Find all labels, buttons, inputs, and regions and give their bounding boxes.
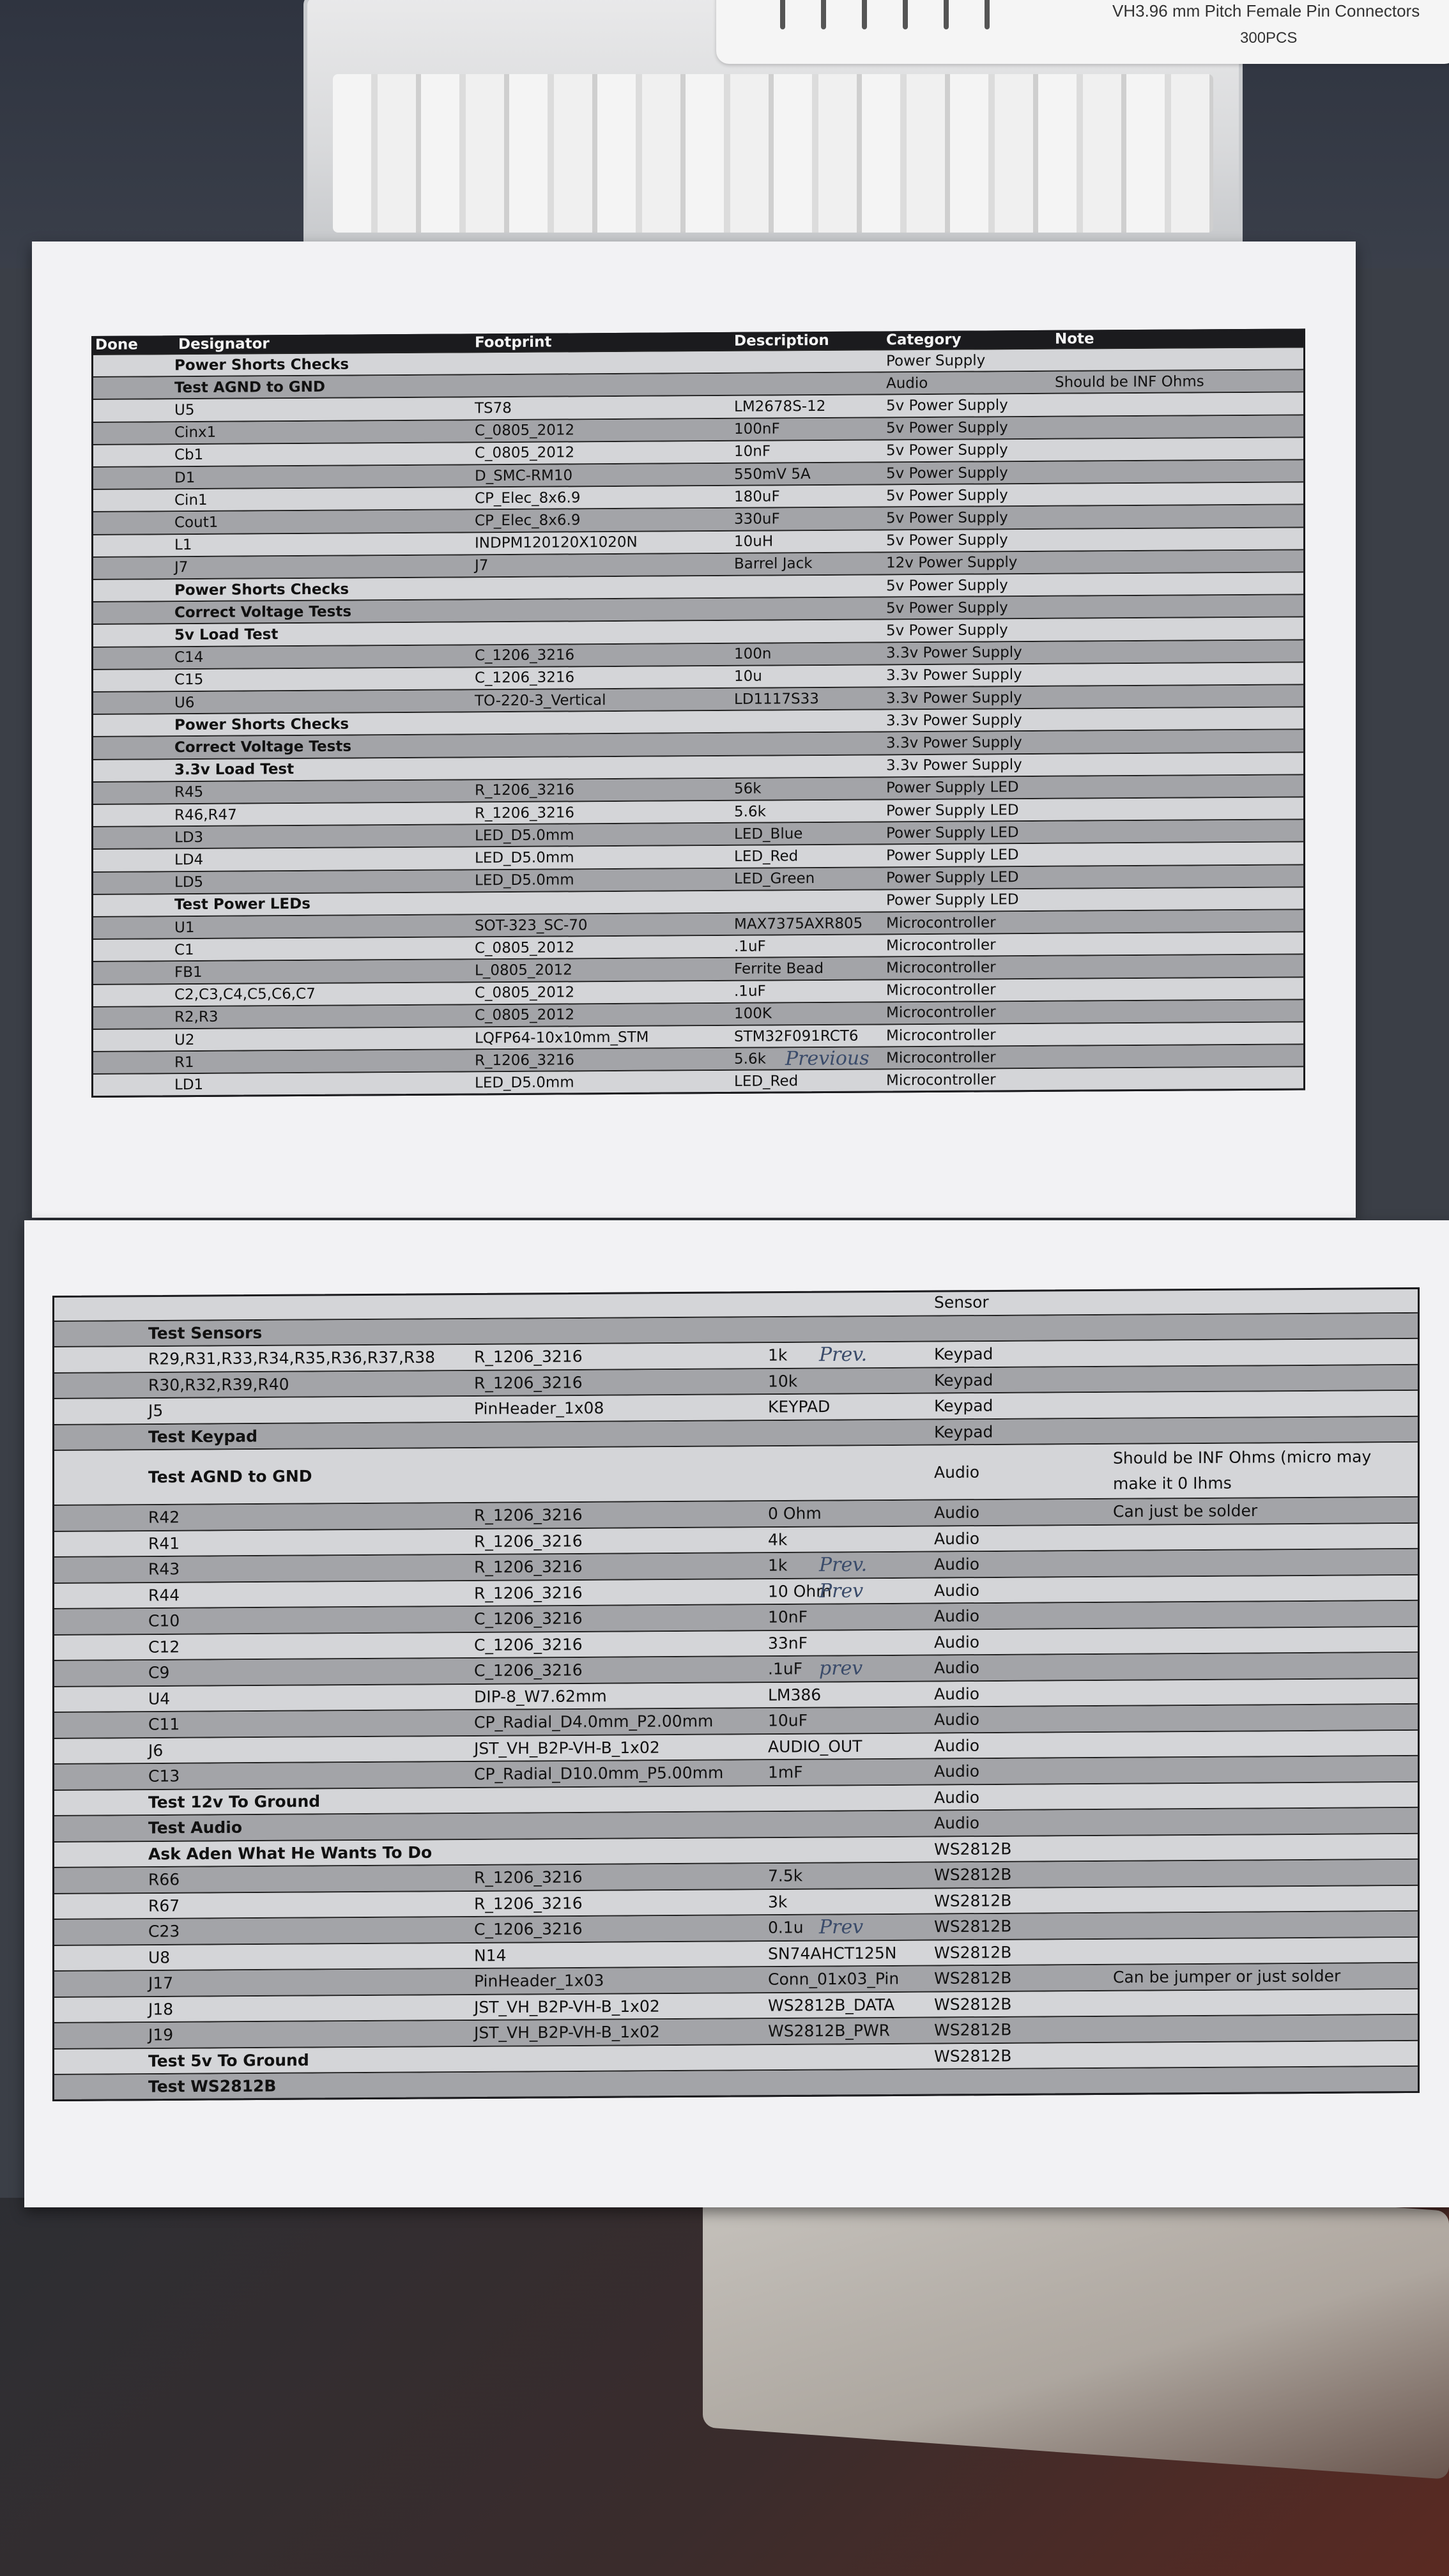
cell-designator: LD1: [174, 1076, 204, 1094]
cell-category: 3.3v Power Supply: [886, 756, 1022, 774]
cell-category: Microcontroller: [886, 959, 996, 977]
cell-description: .1uF: [734, 938, 766, 955]
cell-description: 7.5k: [768, 1866, 803, 1885]
cell-designator: C9: [148, 1663, 170, 1682]
cell-footprint: JST_VH_B2P-VH-B_1x02: [474, 2022, 660, 2043]
cell-designator: U8: [148, 1948, 171, 1967]
cell-footprint: TS78: [475, 399, 512, 417]
cell-footprint: JST_VH_B2P-VH-B_1x02: [474, 1738, 660, 1758]
cell-description: LD1117S33: [734, 690, 819, 708]
cell-footprint: PinHeader_1x08: [474, 1399, 604, 1418]
handwritten-note: Prev.: [819, 1553, 868, 1577]
handwritten-note: Prev: [819, 1579, 864, 1602]
cell-designator: C2,C3,C4,C5,C6,C7: [174, 986, 316, 1004]
cell-designator: C12: [148, 1637, 180, 1657]
cell-designator: R41: [148, 1534, 180, 1553]
cell-footprint: JST_VH_B2P-VH-B_1x02: [474, 1997, 660, 2017]
cell-description: 10k: [768, 1372, 798, 1391]
cell-category: WS2812B: [934, 1839, 1012, 1859]
box-label: [716, 0, 1449, 64]
cell-category: 5v Power Supply: [886, 509, 1008, 527]
cell-category: Audio: [934, 1710, 980, 1729]
cell-footprint: R_1206_3216: [474, 1347, 583, 1367]
cell-designator: J19: [148, 2025, 174, 2044]
cell-designator: C14: [174, 649, 204, 666]
cell-designator: Power Shorts Checks: [174, 716, 349, 733]
cell-category: Audio: [934, 1736, 980, 1755]
cell-footprint: R_1206_3216: [475, 804, 575, 822]
cell-category: Keypad: [934, 1396, 993, 1416]
cell-footprint: R_1206_3216: [474, 1583, 583, 1603]
cell-description: 10nF: [734, 443, 771, 461]
cell-category: Audio: [934, 1606, 980, 1626]
header-description: Description: [734, 332, 829, 349]
cell-designator: LD5: [174, 874, 204, 891]
table-row: [52, 1443, 1420, 1506]
cell-designator: 5v Load Test: [174, 626, 279, 644]
cell-category: WS2812B: [934, 1917, 1012, 1936]
cell-description: SN74AHCT125N: [768, 1943, 897, 1963]
cell-footprint: L_0805_2012: [475, 962, 572, 979]
cell-description: 180uF: [734, 488, 780, 505]
cell-description: 10nF: [768, 1607, 808, 1627]
cell-designator: Cout1: [174, 514, 218, 532]
handwritten-note: prev: [819, 1657, 863, 1680]
cell-category: Microcontroller: [886, 1071, 996, 1089]
cell-description: 10uF: [768, 1711, 808, 1730]
cell-category: Microcontroller: [886, 981, 996, 999]
cell-description: .1uF: [734, 983, 766, 1000]
cell-designator: Cin1: [174, 491, 208, 509]
cell-category: 12v Power Supply: [886, 554, 1018, 572]
cell-designator: Test 5v To Ground: [148, 2050, 309, 2071]
cell-category: Keypad: [934, 1370, 993, 1390]
cell-description: LED_Red: [734, 1073, 799, 1090]
cell-description: LED_Red: [734, 848, 799, 865]
cell-description: MAX7375AXR805: [734, 915, 863, 933]
cell-designator: L1: [174, 537, 192, 554]
cell-category: 3.3v Power Supply: [886, 734, 1022, 752]
cell-description: KEYPAD: [768, 1397, 831, 1416]
cell-designator: FB1: [174, 963, 203, 981]
cell-description: 0.1u: [768, 1918, 804, 1937]
box-label-title: VH3.96 mm Pitch Female Pin Connectors: [1112, 1, 1420, 20]
cell-category: Power Supply LED: [886, 824, 1019, 842]
cell-category: 5v Power Supply: [886, 576, 1008, 594]
cell-category: WS2812B: [934, 1968, 1012, 1988]
cell-designator: J18: [148, 2000, 174, 2019]
cell-category: WS2812B: [934, 1891, 1012, 1910]
cell-designator: U5: [174, 401, 195, 419]
cell-footprint: CP_Elec_8x6.9: [475, 489, 581, 507]
cell-footprint: C_1206_3216: [474, 1609, 583, 1629]
cell-description: Ferrite Bead: [734, 960, 824, 977]
cell-description: 5.6k: [734, 803, 766, 820]
cell-designator: LD4: [174, 851, 204, 869]
cell-designator: R29,R31,R33,R34,R35,R36,R37,R38: [148, 1348, 436, 1368]
cell-designator: LD3: [174, 829, 204, 846]
cell-designator: 3.3v Load Test: [174, 761, 295, 779]
cell-description: 550mV 5A: [734, 465, 811, 483]
cell-designator: C1: [174, 941, 194, 958]
cell-description: 10 Ohm: [768, 1581, 832, 1601]
cell-footprint: TO-220-3_Vertical: [475, 691, 606, 709]
cell-category: 5v Power Supply: [886, 487, 1008, 505]
cell-description: Barrel Jack: [734, 555, 813, 573]
cell-designator: R44: [148, 1586, 180, 1605]
cell-description: LM386: [768, 1685, 822, 1705]
cell-footprint: D_SMC-RM10: [475, 466, 573, 484]
cell-description: 1k: [768, 1346, 788, 1365]
cell-designator: Test AGND to GND: [174, 378, 325, 396]
cell-category: 5v Power Supply: [886, 622, 1008, 640]
cell-footprint: R_1206_3216: [475, 1052, 575, 1070]
cell-footprint: R_1206_3216: [474, 1531, 583, 1551]
cell-designator: Test Keypad: [148, 1427, 258, 1446]
cell-category: Power Supply LED: [886, 891, 1019, 909]
cell-footprint: C_0805_2012: [475, 1006, 575, 1024]
cell-designator: Correct Voltage Tests: [174, 603, 352, 621]
cell-designator: C15: [174, 671, 204, 689]
cell-designator: U6: [174, 694, 195, 711]
cell-footprint: INDPM120120X1020N: [475, 533, 638, 552]
cell-designator: R45: [174, 784, 204, 801]
cell-footprint: CP_Radial_D10.0mm_P5.00mm: [474, 1763, 724, 1784]
cell-category: WS2812B: [934, 1865, 1012, 1885]
cell-designator: J17: [148, 1974, 174, 1993]
cell-designator: C11: [148, 1715, 180, 1734]
cell-category: Microcontroller: [886, 1049, 996, 1067]
cell-category: 3.3v Power Supply: [886, 711, 1022, 730]
cell-footprint: C_1206_3216: [474, 1635, 583, 1655]
cell-note: Can be jumper or just solder: [1113, 1966, 1341, 1987]
cell-designator: R66: [148, 1870, 180, 1889]
cell-footprint: R_1206_3216: [474, 1557, 583, 1577]
cell-description: 1mF: [768, 1763, 803, 1782]
cell-footprint: C_1206_3216: [474, 1919, 583, 1939]
cell-description: AUDIO_OUT: [768, 1736, 862, 1756]
cell-category: WS2812B: [934, 2020, 1012, 2040]
cell-category: Microcontroller: [886, 914, 996, 931]
cell-footprint: C_1206_3216: [475, 647, 575, 664]
cell-footprint: C_0805_2012: [475, 939, 575, 957]
cell-category: WS2812B: [934, 1995, 1012, 2014]
cell-footprint: LED_D5.0mm: [475, 849, 574, 867]
cell-designator: Test Power LEDs: [174, 896, 310, 914]
cell-designator: C10: [148, 1611, 180, 1630]
cell-designator: Power Shorts Checks: [174, 581, 349, 599]
cell-category: Power Supply LED: [886, 869, 1019, 887]
cell-footprint: C_0805_2012: [475, 984, 575, 1002]
cell-description: 100n: [734, 645, 772, 663]
cell-footprint: SOT-323_SC-70: [475, 916, 588, 934]
cell-footprint: LED_D5.0mm: [475, 871, 574, 889]
cell-description: 56k: [734, 780, 762, 798]
cell-designator: R43: [148, 1560, 180, 1579]
cell-description: LM2678S-12: [734, 397, 826, 415]
cell-designator: Correct Voltage Tests: [174, 738, 352, 756]
cell-footprint: CP_Radial_D4.0mm_P2.00mm: [474, 1712, 714, 1732]
cell-category: 5v Power Supply: [886, 419, 1008, 437]
cell-category: Audio: [934, 1462, 980, 1482]
cell-designator: Test WS2812B: [148, 2076, 277, 2096]
cell-designator: J7: [174, 559, 188, 576]
cell-category: Microcontroller: [886, 937, 996, 954]
cell-description: 33nF: [768, 1634, 808, 1653]
cell-description: 5.6k: [734, 1050, 766, 1068]
cell-footprint: R_1206_3216: [474, 1373, 583, 1393]
cell-designator: U1: [174, 919, 195, 936]
cell-category: 5v Power Supply: [886, 397, 1008, 415]
cell-designator: Cinx1: [174, 424, 217, 441]
header-note: Note: [1055, 330, 1094, 348]
cell-category: Keypad: [934, 1344, 993, 1364]
cell-category: Power Supply LED: [886, 779, 1019, 797]
handwritten-note: Previous: [785, 1046, 870, 1070]
cell-category: Audio: [886, 374, 928, 392]
cell-category: 5v Power Supply: [886, 464, 1008, 482]
cell-category: Audio: [934, 1529, 980, 1548]
cell-footprint: LED_D5.0mm: [475, 827, 574, 845]
box-label-count: 300PCS: [1240, 29, 1298, 47]
cell-designator: R46,R47: [174, 806, 237, 824]
header-footprint: Footprint: [475, 334, 552, 351]
cell-designator: R2,R3: [174, 1009, 218, 1026]
cell-category: 3.3v Power Supply: [886, 666, 1022, 684]
cell-description: 100K: [734, 1005, 772, 1023]
cell-category: Audio: [934, 1632, 980, 1652]
cell-category: Microcontroller: [886, 1026, 996, 1044]
cell-description: 1k: [768, 1556, 788, 1575]
cell-designator: U4: [148, 1689, 171, 1708]
cell-category: Audio: [934, 1788, 980, 1807]
handwritten-note: Prev.: [819, 1343, 868, 1367]
cell-category: Microcontroller: [886, 1004, 996, 1022]
cell-designator: J6: [148, 1741, 164, 1760]
cell-description: LED_Green: [734, 870, 815, 888]
cell-category: WS2812B: [934, 2046, 1012, 2066]
cell-designator: R1: [174, 1054, 194, 1071]
cell-category: Audio: [934, 1658, 980, 1678]
cell-category: 3.3v Power Supply: [886, 644, 1022, 662]
cell-category: 5v Power Supply: [886, 599, 1008, 617]
cell-designator: Test Audio: [148, 1818, 243, 1837]
header-designator: Designator: [178, 335, 270, 353]
cell-description: 0 Ohm: [768, 1504, 822, 1523]
cell-footprint: J7: [475, 557, 489, 574]
cell-category: Audio: [934, 1813, 980, 1833]
cell-category: WS2812B: [934, 1943, 1012, 1962]
cell-description: 330uF: [734, 510, 780, 528]
cell-footprint: DIP-8_W7.62mm: [474, 1686, 607, 1706]
cell-category: 3.3v Power Supply: [886, 689, 1022, 707]
cell-footprint: PinHeader_1x03: [474, 1971, 604, 1991]
cell-footprint: C_1206_3216: [475, 669, 575, 687]
cell-category: Audio: [934, 1684, 980, 1703]
cell-note: Should be INF Ohms (micro may make it 0 Ihms: [1113, 1447, 1372, 1493]
cell-description: 10uH: [734, 533, 774, 551]
cell-designator: Ask Aden What He Wants To Do: [148, 1843, 433, 1864]
cell-designator: Power Shorts Checks: [174, 356, 349, 374]
cell-category: Audio: [934, 1503, 980, 1522]
cell-designator: Test 12v To Ground: [148, 1791, 321, 1812]
cell-note: Should be INF Ohms: [1055, 373, 1204, 391]
cell-footprint: CP_Elec_8x6.9: [475, 512, 581, 530]
cell-designator: Test Sensors: [148, 1323, 263, 1343]
cell-designator: R42: [148, 1508, 180, 1527]
cell-footprint: R_1206_3216: [474, 1505, 583, 1525]
cell-category: Power Supply: [886, 352, 986, 369]
cell-description: 3k: [768, 1892, 788, 1912]
cell-designator: C23: [148, 1922, 180, 1941]
cell-description: WS2812B_PWR: [768, 2021, 891, 2041]
cell-designator: Test AGND to GND: [148, 1467, 312, 1487]
cell-footprint: N14: [474, 1945, 507, 1965]
cell-description: WS2812B_DATA: [768, 1995, 895, 2015]
cell-footprint: C_0805_2012: [475, 444, 575, 462]
cell-category: Audio: [934, 1554, 980, 1574]
handwritten-note: Prev: [819, 1915, 864, 1939]
cell-designator: R67: [148, 1896, 180, 1915]
cell-category: Power Supply LED: [886, 847, 1019, 864]
cell-designator: J5: [148, 1401, 164, 1420]
header-category: Category: [886, 331, 962, 349]
cell-description: LED_Blue: [734, 825, 803, 843]
cell-footprint: LQFP64-10x10mm_STM: [475, 1029, 649, 1046]
cell-category: 5v Power Supply: [886, 441, 1008, 459]
cell-category: 5v Power Supply: [886, 532, 1008, 549]
cell-footprint: C_1206_3216: [474, 1660, 583, 1680]
header-done: Done: [95, 336, 138, 353]
cell-footprint: C_0805_2012: [475, 422, 575, 440]
cell-designator: Cb1: [174, 447, 204, 464]
cell-footprint: R_1206_3216: [474, 1894, 583, 1913]
cell-description: 10u: [734, 668, 762, 686]
cell-designator: R30,R32,R39,R40: [148, 1374, 289, 1395]
cell-footprint: R_1206_3216: [475, 781, 575, 799]
cell-footprint: R_1206_3216: [474, 1867, 583, 1887]
cell-description: 100nF: [734, 420, 780, 438]
cell-designator: C13: [148, 1767, 180, 1786]
cell-description: Conn_01x03_Pin: [768, 1969, 900, 1989]
component-box: [303, 0, 1420, 256]
cell-note: Can just be solder: [1113, 1501, 1258, 1521]
cell-description: STM32F091RCT6: [734, 1027, 859, 1045]
cell-category: Power Supply LED: [886, 801, 1019, 819]
box-contents: [333, 74, 1213, 233]
cell-category: Sensor: [934, 1292, 989, 1312]
cell-category: Audio: [934, 1761, 980, 1781]
cell-designator: U2: [174, 1031, 195, 1048]
cell-description: 4k: [768, 1530, 788, 1549]
cell-category: Keypad: [934, 1422, 993, 1441]
cell-description: .1uF: [768, 1659, 803, 1678]
cell-designator: D1: [174, 469, 195, 486]
cell-footprint: LED_D5.0mm: [475, 1074, 574, 1092]
cell-category: Audio: [934, 1581, 980, 1600]
